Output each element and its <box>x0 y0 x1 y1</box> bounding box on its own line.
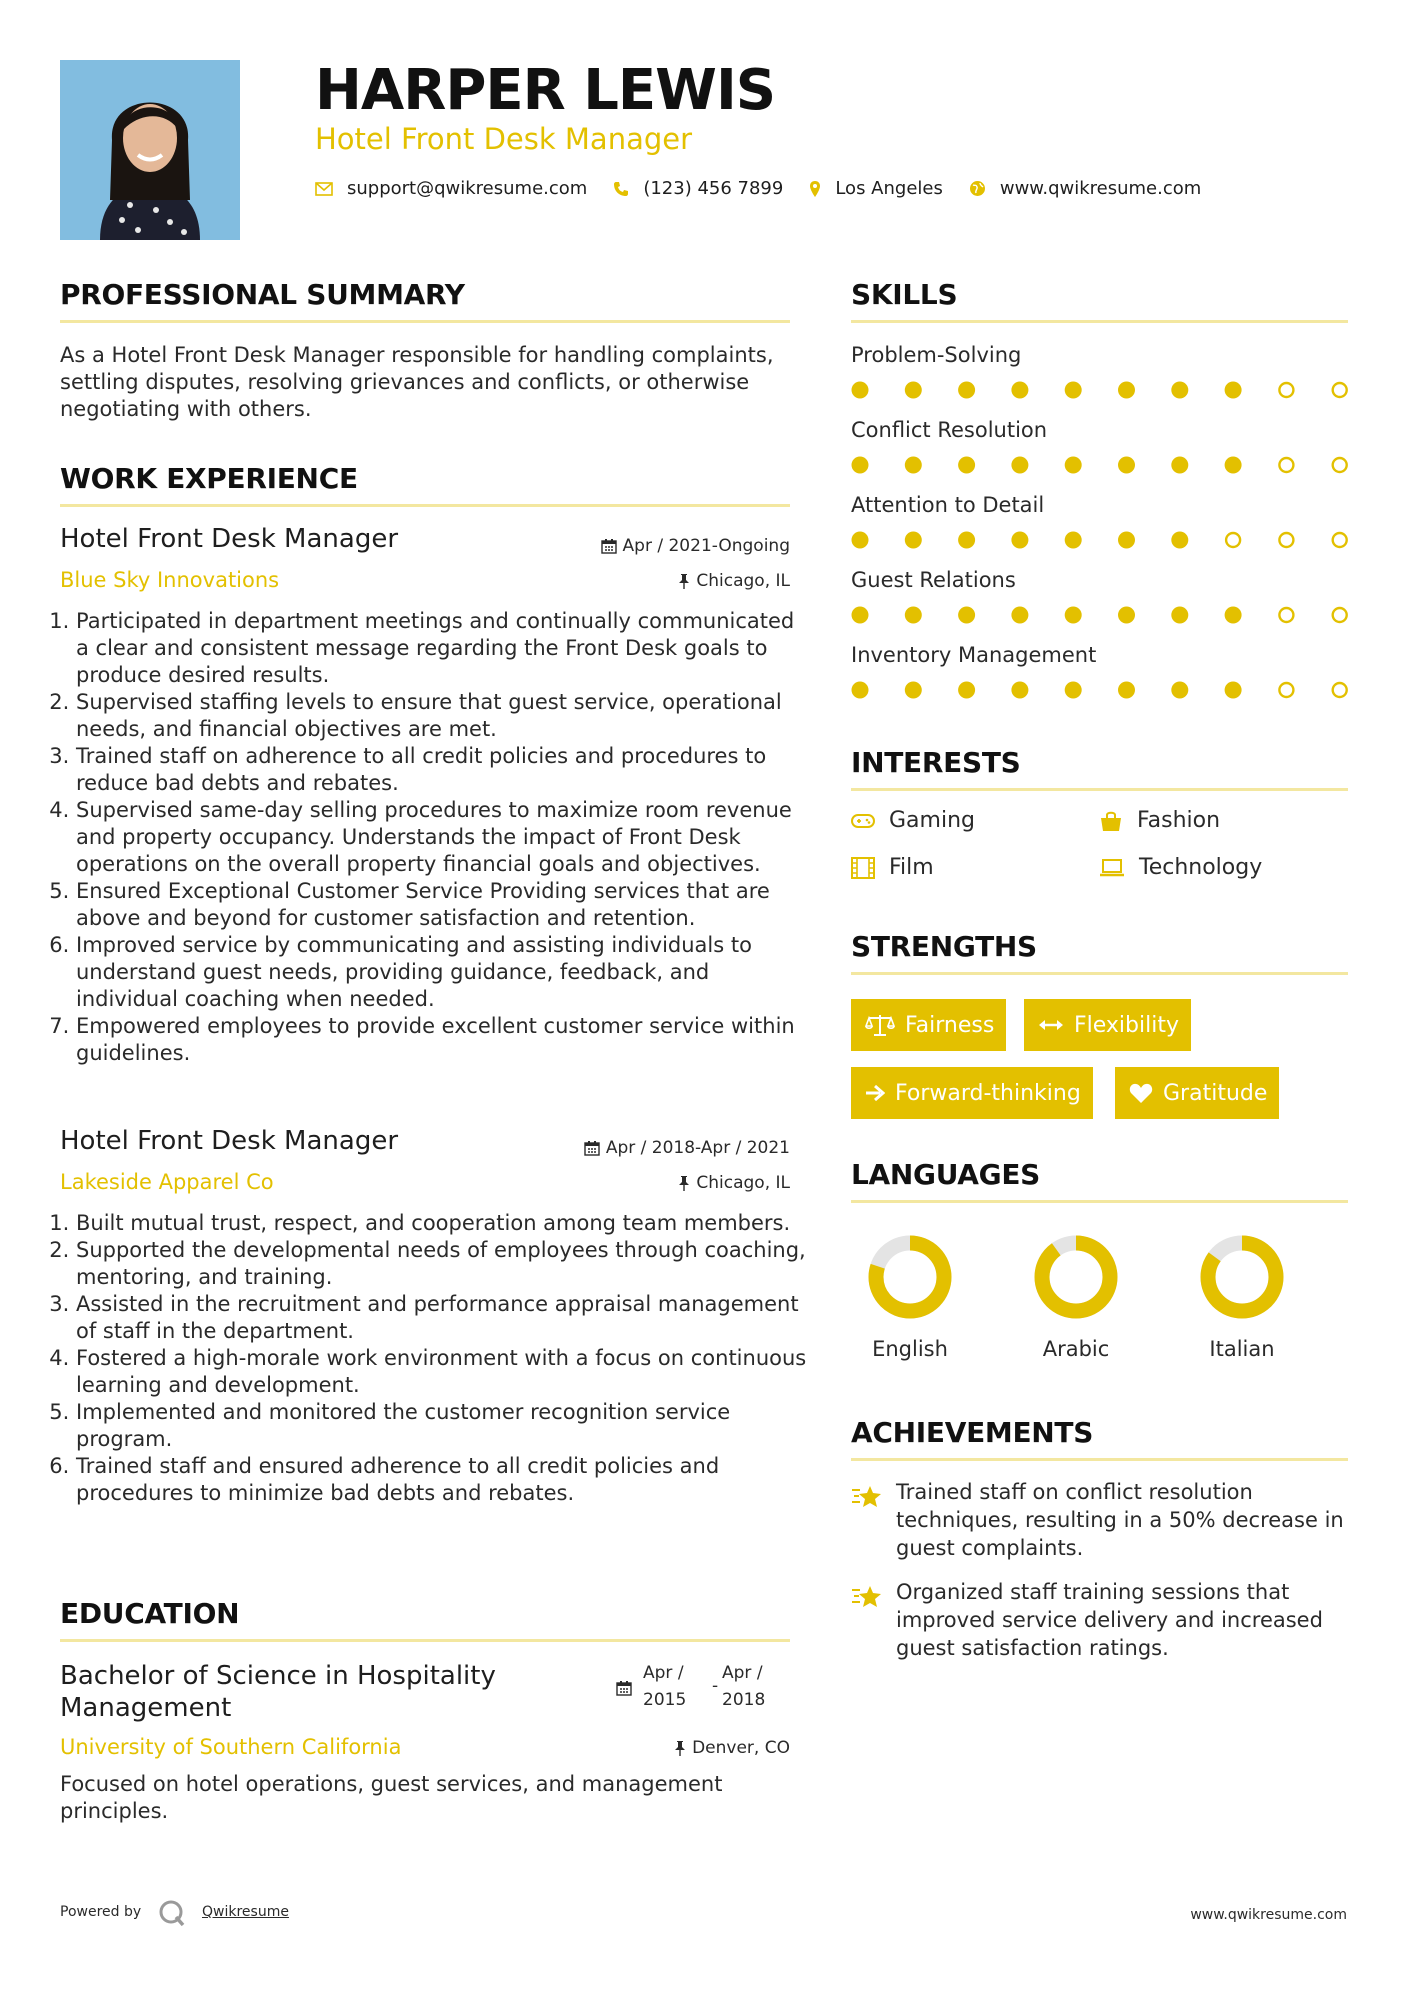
interest-label: Film <box>889 855 934 880</box>
interests-heading: INTERESTS <box>851 746 1021 779</box>
skill-dot-filled <box>1225 682 1242 699</box>
globe-icon <box>969 180 986 197</box>
skill-dot-filled <box>1118 682 1135 699</box>
experience-heading: WORK EXPERIENCE <box>60 462 358 495</box>
skill-dot-filled <box>905 607 922 624</box>
skill-name: Conflict Resolution <box>851 418 1048 442</box>
list-item: 6. Improved service by communicating and assisting individuals to understand guest needs, providing guidance, feedback, and individual coaching when needed. <box>76 932 810 1013</box>
profile-photo <box>60 60 240 240</box>
job-2-company: Lakeside Apparel Co <box>60 1170 274 1194</box>
skill-name: Problem-Solving <box>851 343 1022 367</box>
job-1-title: Hotel Front Desk Manager <box>60 524 399 554</box>
skill-dot-filled <box>1118 457 1135 474</box>
interest-item <box>1099 855 1262 880</box>
achievements-heading: ACHIEVEMENTS <box>851 1416 1094 1449</box>
skill-name: Attention to Detail <box>851 493 1045 517</box>
skill-dot-empty <box>1279 533 1293 547</box>
skill-dot-filled <box>1171 382 1188 399</box>
interest-item <box>851 808 975 833</box>
calendar-icon <box>601 538 617 554</box>
portrait-image <box>60 60 240 240</box>
edu-end-month: Apr / <box>722 1663 763 1683</box>
skill-dot-filled <box>1011 457 1028 474</box>
calendar-icon <box>584 1140 600 1156</box>
strength-label: Forward-thinking <box>895 1080 1081 1106</box>
achievement-text: Organized staff training sessions that improved service delivery and increased guest satisfaction ratings. <box>896 1580 1323 1660</box>
skill-rating <box>851 680 1351 700</box>
shooting-star-icon <box>851 1484 883 1510</box>
skill-dot-filled <box>1011 607 1028 624</box>
skill-name: Guest Relations <box>851 568 1016 592</box>
footer-website[interactable]: www.qwikresume.com <box>1190 1907 1347 1923</box>
arrows-horizontal-icon <box>1038 1018 1064 1032</box>
skill-rating <box>851 455 1351 475</box>
language-ring-level <box>1042 1243 1110 1311</box>
contact-website[interactable]: www.qwikresume.com <box>999 178 1202 199</box>
skills-heading: SKILLS <box>851 278 958 311</box>
pushpin-icon <box>674 1740 686 1756</box>
job-2-duties <box>58 1210 810 1507</box>
skill-dot-filled <box>1225 607 1242 624</box>
interest-label: Technology <box>1139 855 1263 880</box>
skill-dot-empty <box>1226 533 1240 547</box>
strength-tag <box>1024 999 1191 1051</box>
strength-label: Gratitude <box>1163 1080 1268 1106</box>
skill-dot-filled <box>852 682 869 699</box>
pushpin-icon <box>678 573 690 589</box>
skill-dot-filled <box>1011 532 1028 549</box>
edu-start-month: Apr / <box>643 1663 684 1683</box>
contact-email[interactable]: support@qwikresume.com <box>347 178 588 199</box>
language-item <box>860 1232 960 1361</box>
skill-dot-filled <box>1118 607 1135 624</box>
strength-tag <box>851 1067 1093 1119</box>
skill-dot-filled <box>1011 682 1028 699</box>
skill-dot-filled <box>852 607 869 624</box>
skill-rating <box>851 380 1351 400</box>
summary-divider <box>60 320 790 323</box>
strengths-heading: STRENGTHS <box>851 930 1037 963</box>
skill-dot-filled <box>1118 532 1135 549</box>
arrow-right-icon <box>865 1084 885 1102</box>
skill-dot-filled <box>1065 382 1082 399</box>
summary-text: As a Hotel Front Desk Manager responsible for handling complaints, settling disputes, resolving grievances and conflicts, or otherwise negotiating with others. <box>60 343 774 421</box>
skill-dot-filled <box>905 457 922 474</box>
skill-dot-filled <box>905 382 922 399</box>
language-name: Arabic <box>1042 1337 1110 1361</box>
job-2-title: Hotel Front Desk Manager <box>60 1126 399 1156</box>
education-heading: EDUCATION <box>60 1597 240 1630</box>
candidate-name: HARPER LEWIS <box>315 58 776 123</box>
interest-label: Gaming <box>889 808 975 833</box>
skill-dot-empty <box>1279 383 1293 397</box>
summary-heading: PROFESSIONAL SUMMARY <box>60 278 465 311</box>
skill-dot-filled <box>958 532 975 549</box>
list-item: 6. Trained staff and ensured adherence to all credit policies and procedures to minimize bad debts and rebates. <box>76 1453 810 1507</box>
skill-dot-filled <box>852 382 869 399</box>
skill-dot-filled <box>1065 457 1082 474</box>
strength-label: Fairness <box>905 1012 995 1038</box>
list-item: 2. Supervised staffing levels to ensure that guest service, operational needs, and financial objectives are met. <box>76 689 810 743</box>
list-item: 3. Assisted in the recruitment and performance appraisal management of staff in the department. <box>76 1291 810 1345</box>
skill-dot-filled <box>958 682 975 699</box>
skill-dot-filled <box>905 532 922 549</box>
edu-date-dash: - <box>712 1676 719 1696</box>
language-item <box>1192 1232 1292 1361</box>
skill-dot-empty <box>1333 383 1347 397</box>
balance-scale-icon <box>865 1013 895 1037</box>
skill-dot-empty <box>1333 683 1347 697</box>
list-item: 5. Ensured Exceptional Customer Service Providing services that are above and beyond for customer satisfaction and retention. <box>76 878 810 932</box>
skill-dot-filled <box>1065 607 1082 624</box>
edu-location <box>674 1738 790 1758</box>
powered-by-label: Powered by <box>60 1904 142 1920</box>
interest-item <box>1099 808 1220 833</box>
phone-icon <box>613 181 629 197</box>
candidate-title: Hotel Front Desk Manager <box>315 122 693 156</box>
shopping-bag-icon <box>1099 810 1123 832</box>
contact-location: Los Angeles <box>835 178 943 199</box>
skill-dot-filled <box>958 457 975 474</box>
languages-divider <box>851 1200 1348 1203</box>
strength-tag <box>1115 1067 1279 1119</box>
job-1-duties <box>58 608 810 1067</box>
gamepad-icon <box>851 814 875 828</box>
strength-tag <box>851 999 1006 1051</box>
skill-dot-filled <box>905 682 922 699</box>
qwikresume-logo-icon <box>158 1899 186 1927</box>
language-ring <box>1031 1232 1121 1322</box>
strengths-divider <box>851 972 1348 975</box>
strength-label: Flexibility <box>1074 1012 1179 1038</box>
skill-name: Inventory Management <box>851 643 1097 667</box>
skill-rating <box>851 605 1351 625</box>
skill-dot-empty <box>1279 608 1293 622</box>
skill-rating <box>851 530 1351 550</box>
contact-bar <box>315 178 1227 199</box>
language-item <box>1026 1232 1126 1361</box>
skill-dot-filled <box>1225 382 1242 399</box>
skill-dot-filled <box>852 457 869 474</box>
achievement-text: Trained staff on conflict resolution techniques, resulting in a 50% decrease in guest complaints. <box>896 1480 1344 1560</box>
skill-dot-filled <box>1171 532 1188 549</box>
skill-dot-filled <box>1065 532 1082 549</box>
calendar-icon <box>616 1680 632 1696</box>
skill-dot-empty <box>1333 608 1347 622</box>
skill-dot-empty <box>1279 683 1293 697</box>
skill-dot-filled <box>1171 457 1188 474</box>
qwikresume-link[interactable]: Qwikresume <box>202 1904 289 1920</box>
interests-divider <box>851 788 1348 791</box>
list-item: 4. Fostered a high-morale work environment with a focus on continuous learning and development. <box>76 1345 810 1399</box>
edu-start-year: 2015 <box>643 1690 687 1710</box>
languages-heading: LANGUAGES <box>851 1158 1041 1191</box>
skill-dot-filled <box>1225 457 1242 474</box>
job-1-location <box>678 571 790 591</box>
list-item: 2. Supported the developmental needs of employees through coaching, mentoring, and training. <box>76 1237 810 1291</box>
edu-end-year: 2018 <box>722 1690 766 1710</box>
skill-dot-filled <box>1011 382 1028 399</box>
edu-location-text: Denver, CO <box>692 1738 790 1758</box>
language-name: English <box>872 1337 948 1361</box>
education-description: Focused on hotel operations, guest services, and management principles. <box>60 1772 723 1823</box>
contact-phone[interactable]: (123) 456 7899 <box>643 178 784 199</box>
list-item: 1. Built mutual trust, respect, and cooperation among team members. <box>76 1210 810 1237</box>
job-2-location <box>678 1173 790 1193</box>
language-ring <box>865 1232 955 1322</box>
list-item: 5. Implemented and monitored the customer recognition service program. <box>76 1399 810 1453</box>
skill-dot-filled <box>1118 382 1135 399</box>
skill-dot-filled <box>1171 682 1188 699</box>
job-2-dates-text: Apr / 2018-Apr / 2021 <box>605 1138 790 1158</box>
skill-dot-empty <box>1333 458 1347 472</box>
shooting-star-icon <box>851 1584 883 1610</box>
skill-dot-filled <box>958 382 975 399</box>
list-item: 7. Empowered employees to provide excellent customer service within guidelines. <box>76 1013 810 1067</box>
job-2-dates <box>584 1138 790 1158</box>
skill-dot-filled <box>958 607 975 624</box>
skills-divider <box>851 320 1348 323</box>
skill-dot-filled <box>1171 607 1188 624</box>
skill-dot-filled <box>1065 682 1082 699</box>
list-item: 4. Supervised same-day selling procedures to maximize room revenue and property occupancy. Understands the impact of Front Desk operations on the overall property financial goals and objectives. <box>76 797 810 878</box>
interest-item <box>851 855 934 880</box>
laptop-icon <box>1099 858 1125 878</box>
school-name: University of Southern California <box>60 1735 402 1759</box>
experience-divider <box>60 504 790 507</box>
film-icon <box>851 857 875 879</box>
degree-title: Bachelor of Science in Hospitality Management <box>60 1661 496 1723</box>
skill-dot-filled <box>852 532 869 549</box>
job-1-dates-text: Apr / 2021-Ongoing <box>622 536 790 556</box>
pushpin-icon <box>678 1175 690 1191</box>
job-2-location-text: Chicago, IL <box>696 1173 790 1193</box>
language-name: Italian <box>1209 1337 1275 1361</box>
achievements-divider <box>851 1458 1348 1461</box>
job-1-location-text: Chicago, IL <box>696 571 790 591</box>
heart-icon <box>1129 1082 1153 1104</box>
job-1-company: Blue Sky Innovations <box>60 568 280 592</box>
education-divider <box>60 1639 790 1642</box>
interest-label: Fashion <box>1137 808 1221 833</box>
envelope-icon <box>315 182 333 196</box>
map-pin-icon <box>809 180 821 198</box>
job-1-dates <box>601 536 790 556</box>
skill-dot-empty <box>1333 533 1347 547</box>
language-ring <box>1197 1232 1287 1322</box>
skill-dot-empty <box>1279 458 1293 472</box>
list-item: 3. Trained staff on adherence to all credit policies and procedures to reduce bad debts and rebates. <box>76 743 810 797</box>
list-item: 1. Participated in department meetings and continually communicated a clear and consistent message regarding the Front Desk goals to produce desired results. <box>76 608 810 689</box>
